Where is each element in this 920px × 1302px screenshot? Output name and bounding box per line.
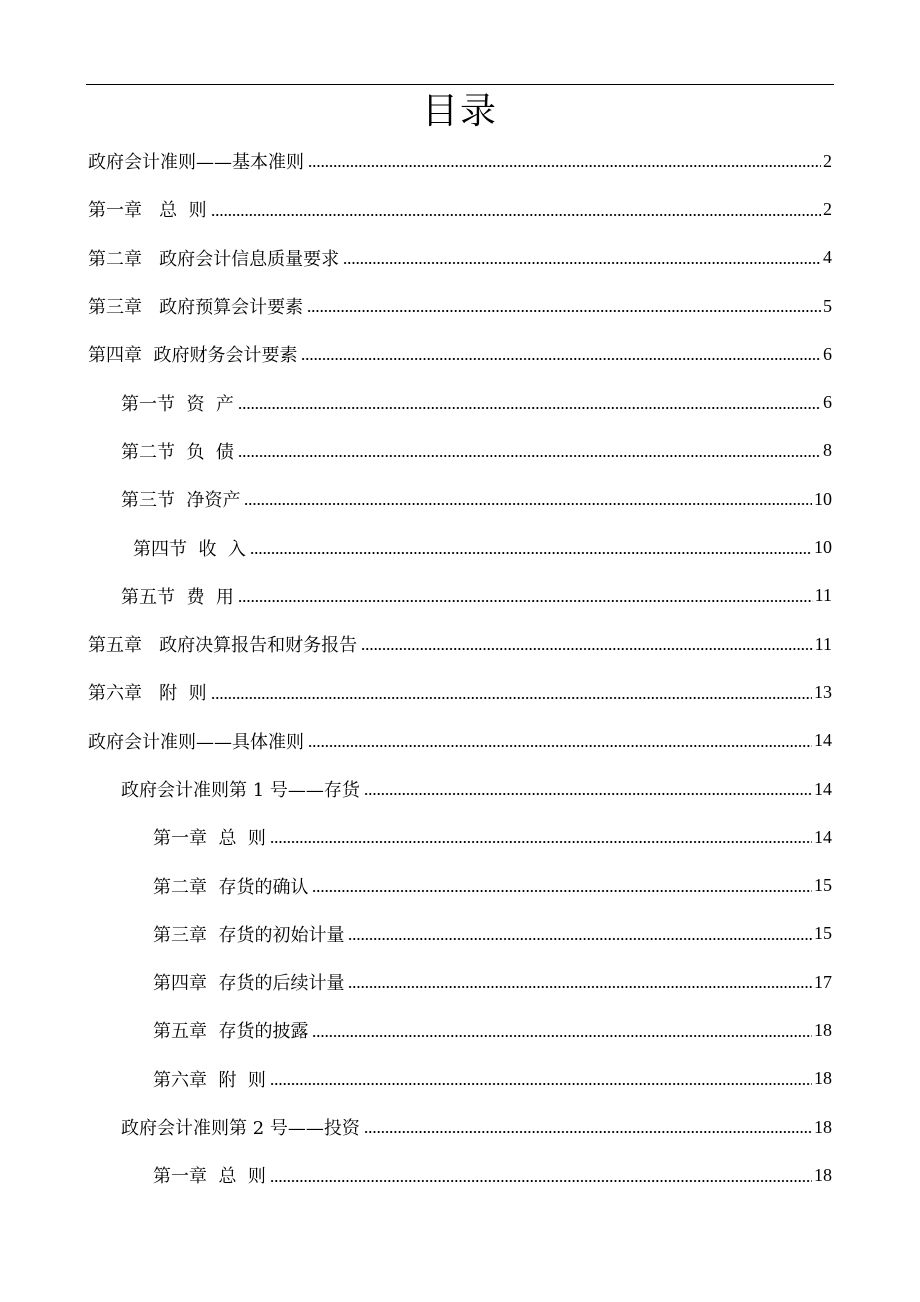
toc-entry-page: 18: [814, 1116, 832, 1137]
dot-leader: [270, 1178, 812, 1184]
toc-entry-standard[interactable]: [0, 765, 920, 813]
dot-leader: [301, 356, 821, 362]
toc-entry-text: 政府会计准则第 2 号——投资: [121, 1118, 360, 1140]
dot-leader: [238, 598, 813, 604]
toc-entry-chapter[interactable]: [0, 620, 920, 668]
toc-entry-subchapter[interactable]: [0, 1055, 920, 1103]
toc-entry-page: 18: [814, 1068, 832, 1089]
toc-entry-page: 11: [814, 633, 832, 654]
dot-leader: [211, 695, 812, 701]
dot-leader: [307, 308, 821, 314]
toc-entry-text: 第一节 资 产: [121, 393, 234, 415]
toc-entry-text: 第五章 存货的披露: [153, 1021, 309, 1043]
toc-entry-text: 第一章 总 则: [88, 200, 207, 222]
dot-leader: [244, 501, 812, 507]
toc-entry-page: 14: [814, 826, 832, 847]
dot-leader: [348, 936, 812, 942]
dot-leader: [348, 984, 812, 990]
toc-entry-text: 第六章 附 则: [88, 683, 207, 705]
toc-entry-standard[interactable]: [0, 1103, 920, 1151]
toc-entry-text: 第二章 存货的确认: [153, 876, 309, 898]
toc-entry-text: 第四章 存货的后续计量: [153, 973, 345, 995]
dot-leader: [238, 405, 821, 411]
toc-entry-page: 2: [823, 150, 832, 171]
dot-leader: [308, 163, 821, 169]
toc-entry-page: 14: [814, 778, 832, 799]
dot-leader: [364, 791, 812, 797]
toc-entry-text: 第五章 政府决算报告和财务报告: [88, 635, 358, 657]
toc-entry-text: 第二章 政府会计信息质量要求: [88, 248, 340, 270]
dot-leader: [364, 1129, 812, 1135]
toc-entry-chapter[interactable]: [0, 282, 920, 330]
toc-entry-text: 第三节 净资产: [121, 490, 241, 512]
toc-entry-page: 14: [814, 730, 832, 751]
toc-entry-text: 第四章 政府财务会计要素: [88, 345, 298, 367]
toc-entry-text: 第一章 总 则: [153, 828, 266, 850]
toc-entry-subchapter[interactable]: [0, 813, 920, 861]
dot-leader: [250, 550, 812, 556]
toc-entry-subchapter[interactable]: [0, 958, 920, 1006]
toc-entry-page: 6: [823, 392, 832, 413]
dot-leader: [270, 839, 812, 845]
toc-entry-text: 第一章 总 则: [153, 1166, 266, 1188]
toc-entry-chapter[interactable]: [0, 668, 920, 716]
toc-entry-page: 17: [814, 971, 832, 992]
toc-entry-page: 8: [823, 440, 832, 461]
toc-entry-text: 第四节 收 入: [133, 538, 246, 560]
toc-entry-section[interactable]: [0, 572, 920, 620]
toc-entry-text: 第六章 附 则: [153, 1069, 266, 1091]
toc-entry-page: 15: [814, 923, 832, 944]
toc-entry-page: 5: [823, 295, 832, 316]
toc-entry-text: 政府会计准则——具体准则: [88, 731, 304, 753]
toc-entry-page: 6: [823, 343, 832, 364]
toc-entry-page: 4: [823, 247, 832, 268]
top-rule: [86, 84, 834, 85]
dot-leader: [312, 888, 812, 894]
toc-entry-page: 10: [814, 488, 832, 509]
toc-entry-section[interactable]: [0, 475, 920, 523]
toc-entry-section[interactable]: [0, 378, 920, 426]
toc-entry-subchapter[interactable]: [0, 1006, 920, 1054]
dot-leader: [308, 743, 812, 749]
toc-entry-page: 18: [814, 1019, 832, 1040]
toc-entry-text: 第二节 负 债: [121, 441, 234, 463]
dot-leader: [270, 1081, 812, 1087]
toc-entry-text: 政府会计准则第 1 号——存货: [121, 780, 360, 801]
toc-entry-text: 第三章 政府预算会计要素: [88, 297, 304, 319]
toc-list: [0, 137, 920, 1200]
toc-entry-subchapter[interactable]: [0, 910, 920, 958]
toc-entry-specific-standards[interactable]: [0, 717, 920, 765]
dot-leader: [343, 260, 821, 266]
toc-entry-text: 第三章 存货的初始计量: [153, 924, 345, 946]
dot-leader: [211, 212, 821, 218]
toc-entry-text: 第五节 费 用: [121, 586, 234, 608]
toc-entry-page: 10: [814, 537, 832, 558]
toc-entry-chapter[interactable]: [0, 234, 920, 282]
dot-leader: [312, 1033, 812, 1039]
toc-entry-page: 2: [823, 198, 832, 219]
toc-entry-chapter[interactable]: [0, 330, 920, 378]
toc-entry-page: 15: [814, 875, 832, 896]
toc-entry-chapter[interactable]: [0, 185, 920, 233]
toc-entry-basic-standard[interactable]: [0, 137, 920, 185]
toc-entry-subchapter[interactable]: [0, 1151, 920, 1199]
toc-entry-text: 政府会计准则——基本准则: [88, 152, 304, 174]
toc-entry-subchapter[interactable]: [0, 861, 920, 909]
dot-leader: [238, 453, 821, 459]
toc-entry-page: 13: [814, 681, 832, 702]
toc-entry-page: 11: [814, 585, 832, 606]
toc-entry-section[interactable]: [0, 523, 920, 571]
toc-entry-section[interactable]: [0, 427, 920, 475]
dot-leader: [361, 646, 812, 652]
toc-entry-page: 18: [814, 1164, 832, 1185]
page-title: 目录: [421, 91, 498, 132]
